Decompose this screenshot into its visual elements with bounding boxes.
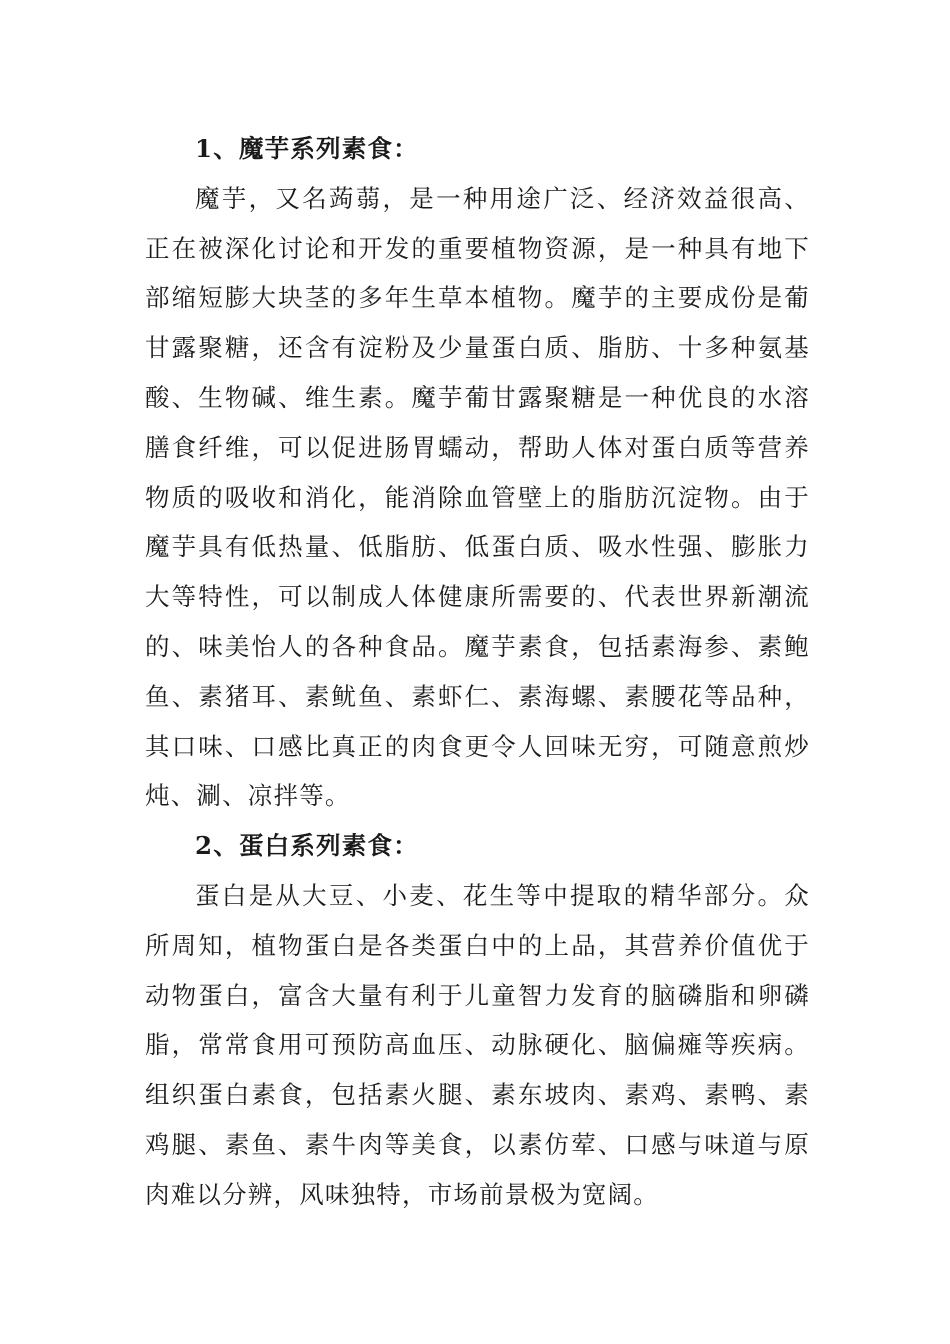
section-heading-protein: 2、蛋白系列素食： xyxy=(195,831,419,861)
section-body-protein: 蛋白是从大豆、小麦、花生等中提取的精华部分。众所周知，植物蛋白是各类蛋白中的上品，其营养价值优于动物蛋白，富含大量有利于儿童智力发育的脑磷脂和卵磷脂，常常食用可预防高血压、动脉硬化、脑偏瘫等疾病。组织蛋白素食，包括素火腿、素东坡肉、素鸡、素鸭、素鸡腿、素鱼、素牛肉等美食，以素仿荤、口感与味道与原肉难以分辨，风味独特，市场前景极为宽阔。 xyxy=(145,880,810,1209)
section-heading-konjac: 1、魔芋系列素食： xyxy=(195,134,419,163)
section-body-konjac: 魔芋，又名蒟蒻，是一种用途广泛、经济效益很高、正在被深化讨论和开发的重要植物资源，是一种具有地下部缩短膨大块茎的多年生草本植物。魔芋的主要成份是葡甘露聚糖，还含有淀粉及少量蛋白质、脂肪、十多种氨基酸、生物碱、维生素。魔芋葡甘露聚糖是一种优良的水溶膳食纤维，可以促进肠胃蠕动，帮助人体对蛋白质等营养物质的吸收和消化，能消除血管壁上的脂肪沉淀物。由于魔芋具有低热量、低脂肪、低蛋白质、吸水性强、膨胀力大等特性，可以制成人体健康所需要的、代表世界新潮流的、味美怡人的各种食品。魔芋素食，包括素海参、素鲍鱼、素猪耳、素鱿鱼、素虾仁、素海螺、素腰花等品种，其口味、口感比真正的肉食更令人回味无穷，可随意煎炒炖、涮、凉拌等。 xyxy=(145,183,810,811)
document-page xyxy=(145,124,810,1220)
